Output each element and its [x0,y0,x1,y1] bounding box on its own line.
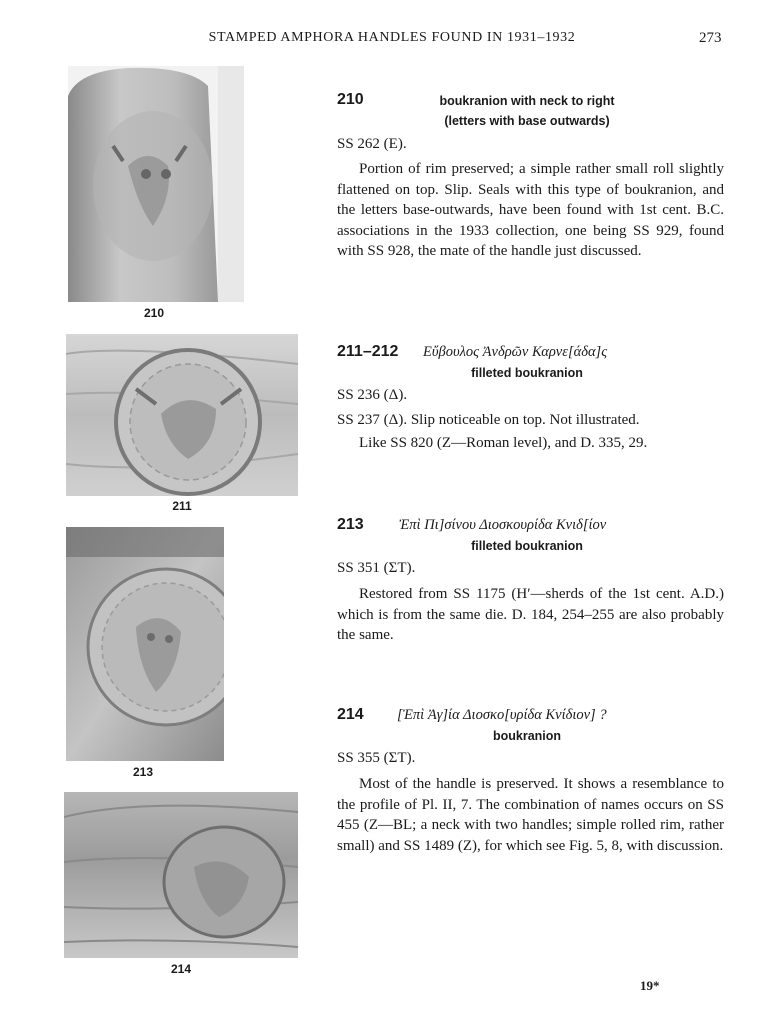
figure-caption-214: 214 [170,962,192,976]
entry-description: (letters with base outwards) [444,114,610,128]
entry-number: 214 [337,706,364,723]
photo-211-amphora-handle [66,334,298,496]
entry-reference: SS 355 (ΣΤ). [337,750,416,766]
entry-213 [337,516,724,646]
entry-description: boukranion [492,729,562,743]
photo-214-amphora-handle [64,792,298,958]
entry-211-212 [337,343,724,454]
entry-description: filleted boukranion [471,539,583,553]
entry-description: filleted boukranion [471,366,583,380]
page-number: 273 [699,30,722,46]
entry-paragraph: Like SS 820 (Z—Roman level), and D. 335, 29. [359,435,648,451]
entry-214 [337,706,724,856]
figure-caption-213: 213 [132,765,154,779]
entry-description: boukranion with neck to right [439,94,615,108]
entry-paragraph: Most of the handle is preserved. It shows a resemblance to the profile of Pl. II, 7. The combination of names occurs on SS 455 (Z—BL; a neck with two handles; simple rolled rim, rather small) and SS 1489 (Z), for which see Fig. 5, 8, with discussion. [337,776,724,854]
entry-greek-legend: Εὔβουλος Ἀνδρῶν Καρνε[άδα]ς [423,344,608,360]
entry-paragraph: Portion of rim preserved; a simple rather small roll slightly flattened on top. Slip. Seals with this type of boukranion, and the letters base-outwards, have been found with 1st cent. B.C. associations in the 1933 collection, one being SS 929, found with SS 928, the mate of the handle just discussed. [337,161,724,260]
entry-reference: SS 351 (ΣΤ). [337,560,416,576]
entry-210 [337,91,724,262]
entry-greek-legend: Ἐπὶ Πι]σίνου Διοσκουρίδα Κνιδ[ίον [399,517,607,533]
photo-210-amphora-handle [68,66,244,302]
entry-number: 211–212 [337,343,399,360]
entry-number: 213 [337,516,364,533]
figure-caption-210: 210 [143,306,165,320]
entry-reference: SS 262 (Ε). [337,136,407,152]
entry-reference: SS 237 (Δ). Slip noticeable on top. Not illustrated. [337,412,640,428]
figure-caption-211: 211 [172,499,192,513]
entry-paragraph: Restored from SS 1175 (H′—sherds of the 1st cent. A.D.) which is from the same die. D. 184, 254–255 are also probably the same. [337,586,724,644]
entry-number: 210 [337,91,364,108]
signature-mark: 19* [640,978,660,993]
entry-reference: SS 236 (Δ). [337,387,408,403]
running-title: STAMPED AMPHORA HANDLES FOUND IN 1931–1932 [208,30,576,45]
photo-213-amphora-handle [66,527,224,761]
entry-greek-legend: [Ἐπὶ Ἀγ]ία Διοσκο[υρίδα Κνίδιον] ? [397,707,607,723]
